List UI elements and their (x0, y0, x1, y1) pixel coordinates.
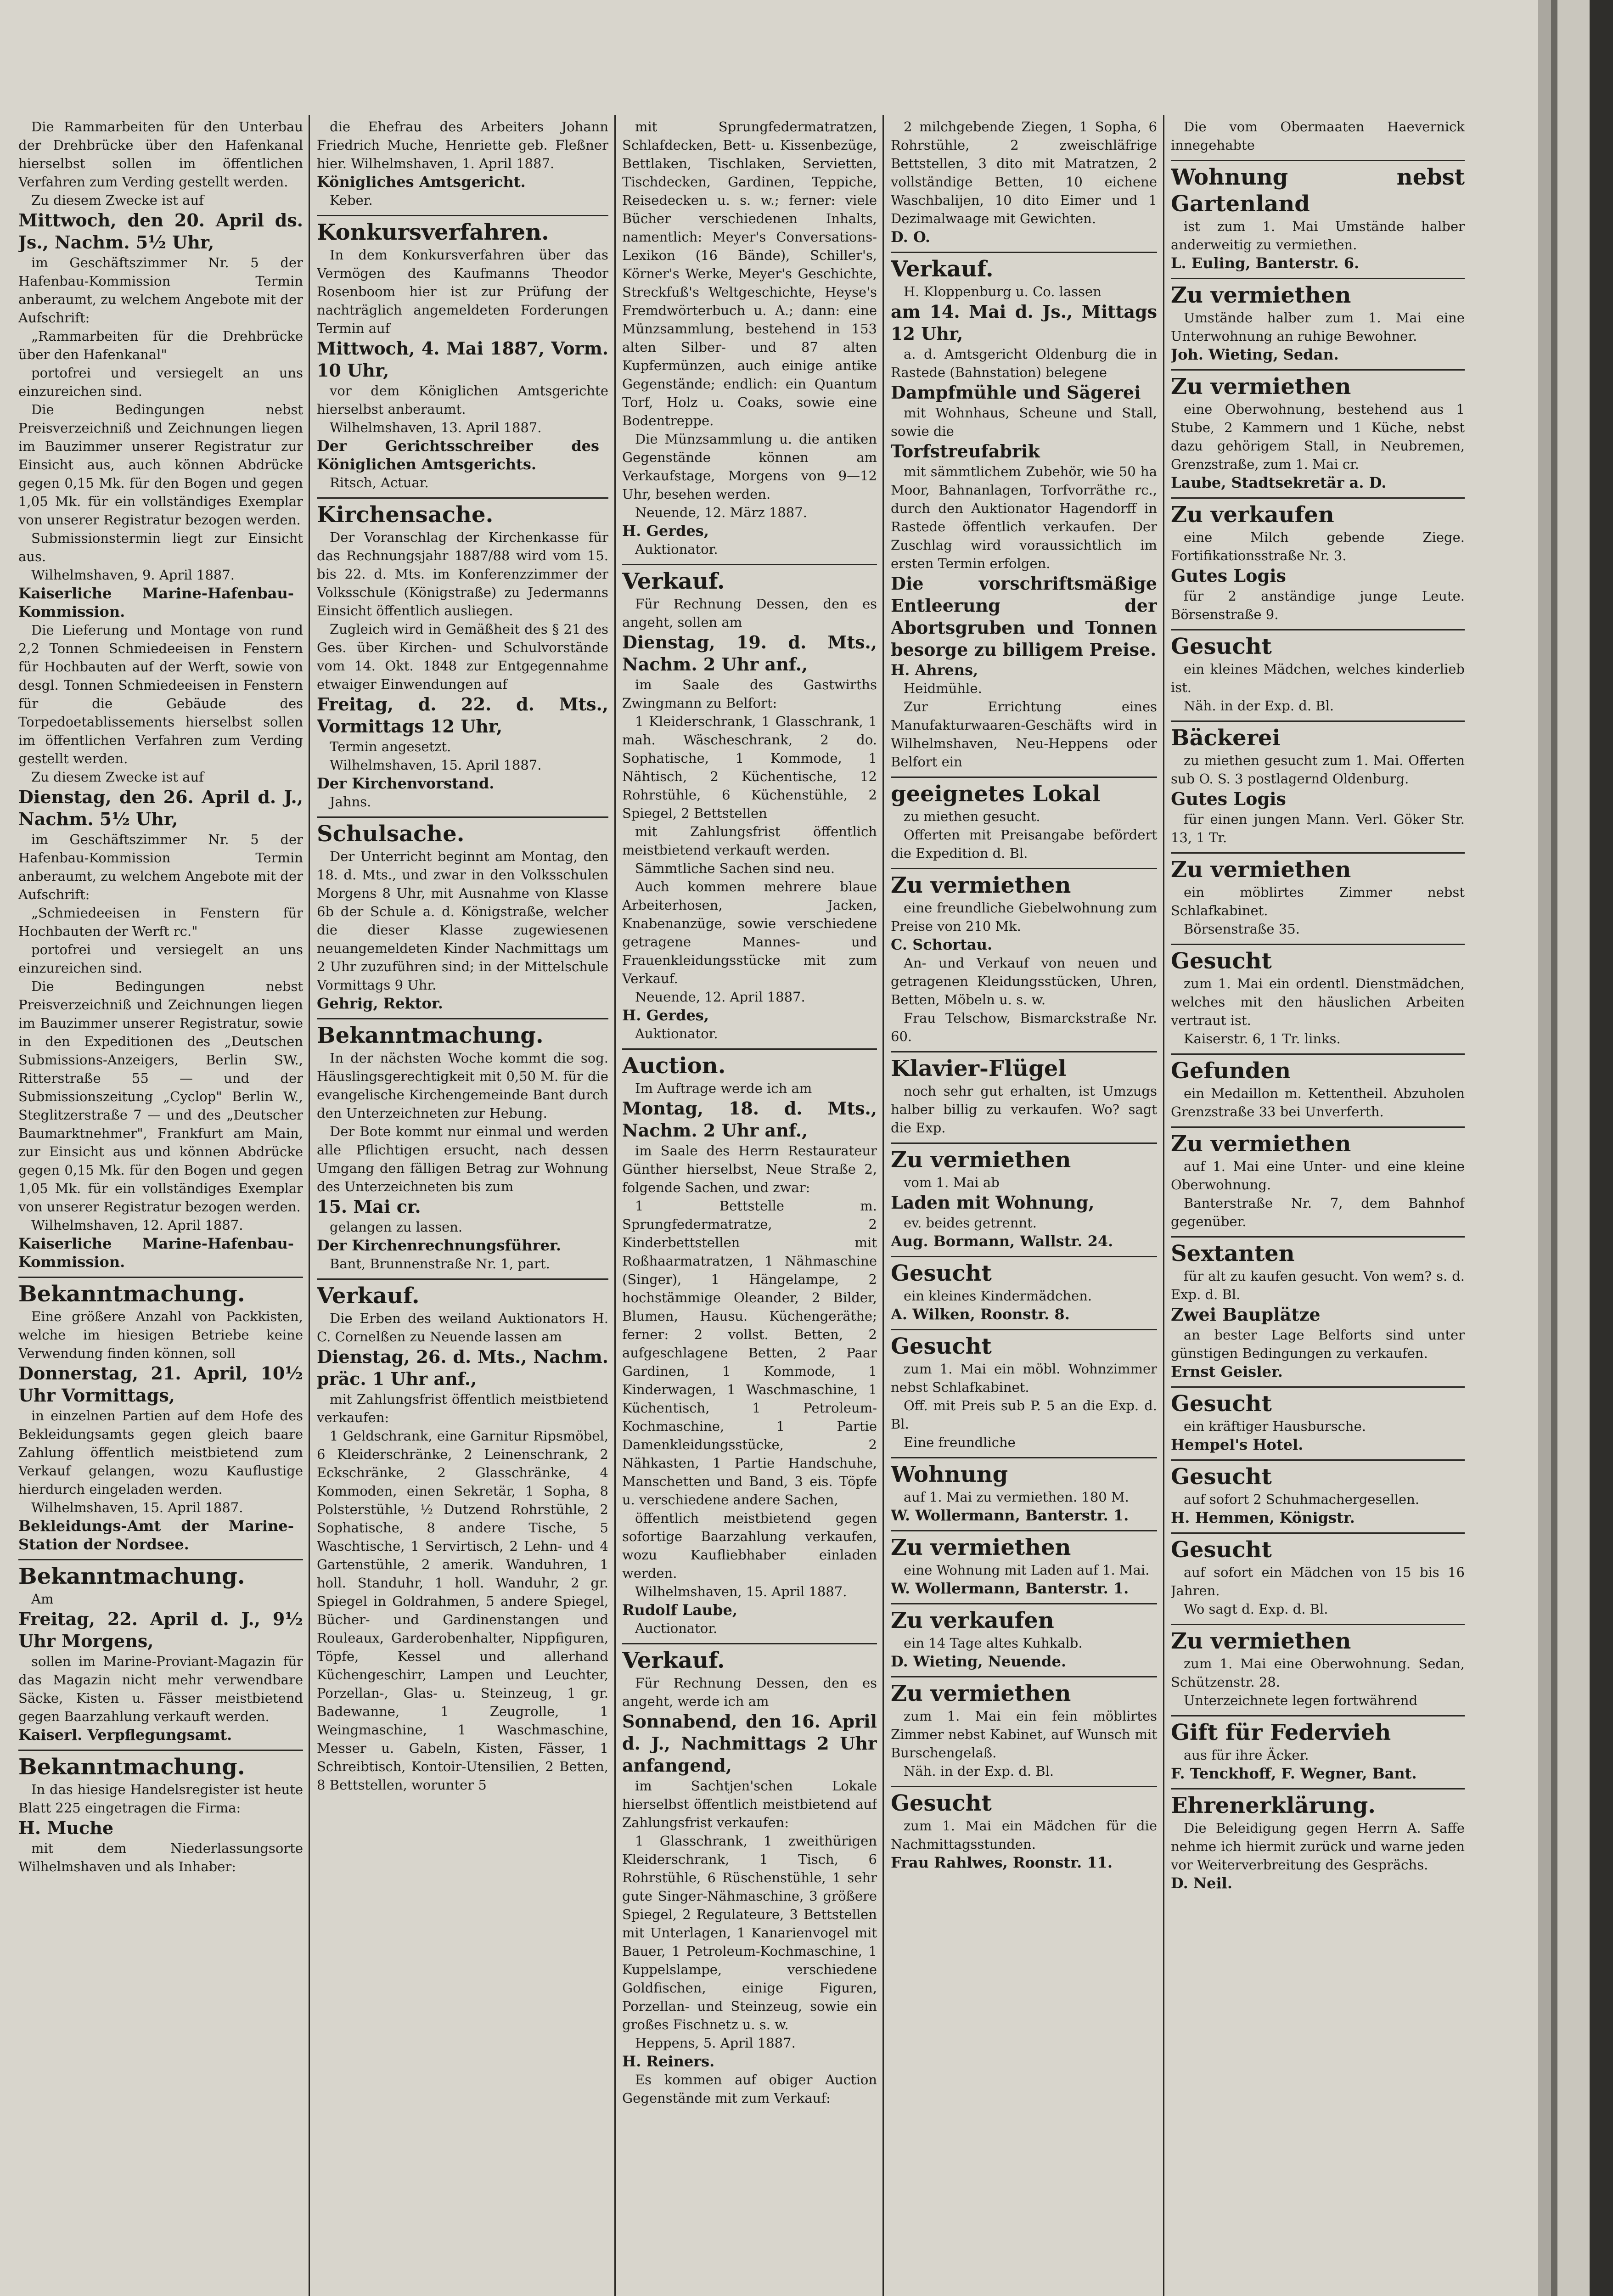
ad-signature: Ernst Geisler. (1171, 1363, 1283, 1380)
advertisement (1171, 499, 1465, 630)
ad-text: Unterzeichnete legen fortwährend (1184, 1693, 1418, 1708)
ad-title: Zu vermiethen (1171, 1628, 1351, 1654)
ad-text: auf 1. Mai zu vermiethen. 180 M. (904, 1489, 1129, 1505)
ad-text: Wilhelmshaven, 9. April 1887. (31, 567, 235, 583)
ad-text: „Schmiedeeisen in Fenstern für Hochbauten der Werft rc." (18, 905, 303, 939)
ad-headline: Laden mit Wohnung, (891, 1192, 1095, 1213)
ad-title: Verkauf. (622, 568, 725, 594)
advertisement (1171, 115, 1465, 161)
ad-text: zum 1. Mai ein Mädchen für die Nachmittagsstunden. (891, 1818, 1157, 1852)
ad-signature: H. Gerdes, (622, 1007, 709, 1024)
advertisement (622, 1050, 877, 1644)
ad-text: Frau Telschow, Bismarckstraße Nr. 60. (891, 1010, 1157, 1044)
ad-text: Börsenstraße 35. (1184, 921, 1300, 937)
advertisement (891, 1257, 1157, 1330)
ad-signature: W. Wollermann, Banterstr. 1. (891, 1507, 1129, 1524)
ad-text: auf 1. Mai eine Unter- und eine kleine Oberwohnung. (1171, 1159, 1465, 1193)
ad-text: zum 1. Mai ein möbl. Wohnzimmer nebst Schlafkabinet. (891, 1361, 1157, 1395)
advertisement (891, 1052, 1157, 1144)
column-4 (891, 115, 1157, 2296)
ad-headline: Dampfmühle und Sägerei (891, 382, 1141, 403)
ad-text: Off. mit Preis sub P. 5 an die Exp. d. Bl. (891, 1398, 1157, 1432)
ad-text: Auctionator. (635, 1621, 718, 1636)
ad-text: Auktionator. (635, 541, 718, 557)
ad-headline: Sonnabend, den 16. April d. J., Nachmittags 2 Uhr anfangend, (622, 1711, 877, 1776)
ad-signature: L. Euling, Banterstr. 6. (1171, 254, 1360, 272)
ad-text: eine Milch gebende Ziege. Fortifikationsstraße Nr. 3. (1171, 529, 1465, 563)
ad-text: Die Erben des weiland Auktionators H. C. Cornelßen zu Neuende lassen am (317, 1311, 608, 1345)
ad-text: Die Münzsammlung u. die antiken Gegenstände können am Verkaufstage, Morgens von 9—12 Uhr, besehen werden. (622, 431, 877, 502)
advertisement (891, 1531, 1157, 1604)
ad-text: Keber. (330, 192, 373, 208)
ad-text: 2 milchgebende Ziegen, 1 Sopha, 6 Rohrstühle, 2 zweischläfrige Bettstellen, 3 dito mit Matratzen, 2 vollständige Betten, 10 eichene Waschbalijen, 10 dito Eimer und 1 Dezimalwaage mit Gewichten. (891, 119, 1157, 226)
ad-title: Zu vermiethen (891, 1535, 1071, 1560)
ad-title: Bekanntmachung. (18, 1564, 245, 1589)
advertisement (317, 818, 608, 1019)
advertisement (1171, 1238, 1465, 1388)
advertisement (891, 1330, 1157, 1458)
ad-text: noch sehr gut erhalten, ist Umzugs halber billig zu verkaufen. Wo? sagt die Exp. (891, 1083, 1157, 1136)
ad-text: zum 1. Mai eine Oberwohnung. Sedan, Schützenstr. 28. (1171, 1656, 1465, 1690)
ad-title: Verkauf. (891, 256, 994, 282)
ad-text: Submissionstermin liegt zur Einsicht aus. (18, 530, 303, 564)
ad-text: Sämmtliche Sachen sind neu. (635, 861, 835, 876)
advertisement (1171, 371, 1465, 499)
ad-signature: Hempel's Hotel. (1171, 1436, 1304, 1453)
advertisement (622, 115, 877, 565)
ad-signature: Gehrig, Rektor. (317, 995, 443, 1012)
ad-title: Bekanntmachung. (18, 1754, 245, 1780)
ad-title: Gesucht (891, 1334, 992, 1359)
ad-text: Im Auftrage werde ich am (635, 1080, 812, 1096)
ad-text: aus für ihre Äcker. (1184, 1747, 1309, 1763)
ad-text: Offerten mit Preisangabe befördert die Expedition d. Bl. (891, 827, 1157, 861)
ad-signature: Der Gerichtsschreiber des Königlichen Amtsgerichts. (317, 437, 599, 473)
ad-text: Die Bedingungen nebst Preisverzeichniß und Zeichnungen liegen im Bauzimmer unserer Registratur, sowie in den Expeditionen des „Deutschen Submissions-Anzeigers, Berlin SW., Ritterstraße 55 — und der Submissionszeitung „Cyclop" Berlin W., Steglitzerstraße 7 — und des „Deutscher Baumarktnehmer", Frankfurt am Main, zur Einsicht aus und können Abdrücke gegen 0,15 Mk. für den Bogen und gegen 1,05 Mk. für ein vollständiges Exemplar von unserer Registratur bezogen werden. (18, 979, 303, 1215)
ad-title: Bekanntmachung. (18, 1281, 245, 1307)
advertisement (1171, 854, 1465, 945)
advertisement (891, 778, 1157, 869)
ad-signature: A. Wilken, Roonstr. 8. (891, 1306, 1070, 1323)
ad-headline: Die vorschriftsmäßige Entleerung der Abortsgruben und Tonnen besorge zu billigem Preise. (891, 573, 1157, 660)
ad-title: Zu verkaufen (1171, 502, 1334, 528)
ad-text: Zugleich wird in Gemäßheit des § 21 des Ges. über Kirchen- und Schulvorstände vom 14. Okt. 1848 zur Entgegennahme etwaiger Einwendungen auf (317, 621, 608, 692)
ad-text: Auch kommen mehrere blaue Arbeiterhosen, Jacken, Knabenanzüge, sowie verschiedene getragene Mannes- und Frauenkleidungsstücke mit zum Verkauf. (622, 879, 877, 986)
advertisement (1171, 630, 1465, 722)
advertisement (1171, 1790, 1465, 1898)
ad-text: zu miethen gesucht zum 1. Mai. Offerten sub O. S. 3 postlagernd Oldenburg. (1171, 753, 1465, 787)
advertisement (1171, 1534, 1465, 1625)
advertisement (891, 1604, 1157, 1677)
column-2 (317, 115, 608, 2296)
ad-text: Eine freundliche (904, 1435, 1016, 1450)
ad-text: mit Sprungfedermatratzen, Schlafdecken, Bett- u. Kissenbezüge, Bettlaken, Tischlaken, Servietten, Tischdecken, Gardinen, Teppiche, Reisedecken u. s. w.; ferner: viele Bücher verschiedenen Inhalts, namentlich: Meyer's Conversations-Lexikon (16 Bände), Schiller's, Körner's Werke, Meyer's Geschichte, Streckfuß's Weltgeschichte, Heyse's Fremdwörterbuch u. A.; dann: eine Münzsammlung, bestehend in 153 alten Silber- und 87 alten Kupfermünzen, auch einige antike Gegenstände; endlich: ein Quantum Torf, Holz u. Coaks, sowie eine Bodentreppe. (622, 119, 877, 428)
ad-signature: Königliches Amtsgericht. (317, 173, 526, 191)
ad-text: Die vom Obermaaten Haevernick innegehabte (1171, 119, 1465, 153)
ad-text: Die Rammarbeiten für den Unterbau der Drehbrücke über den Hafenkanal hierselbst sollen im öffentlichen Verfahren zum Verding gestellt werden. (18, 119, 303, 190)
ad-text: Eine größere Anzahl von Packkisten, welche im hiesigen Betriebe keine Verwendung finden können, soll (18, 1309, 303, 1361)
ad-text: Der Bote kommt nur einmal und werden alle Pflichtigen ersucht, nach dessen Umgang den fälligen Betrag zur Wohnung des Unterzeichneten bis zum (317, 1124, 608, 1194)
advertisement (891, 253, 1157, 778)
ad-text: H. Kloppenburg u. Co. lassen (904, 284, 1102, 299)
ad-text: 1 Glasschrank, 1 zweithürigen Kleiderschrank, 1 Tisch, 6 Rohrstühle, 6 Rüschenstühle, 1 sehr gute Singer-Nähmaschine, 3 größere Spiegel, 2 Regulateure, 3 Bettstellen mit Unterlagen, 1 Kanarienvogel mit Bauer, 1 Petroleum-Kochmaschine, 1 Kuppelslampe, verschiedene Goldfischen, einige Figuren, Porzellan- und Steinzeug, sowie ein großes Fischnetz u. s. w. (622, 1833, 877, 2032)
ad-text: Wilhelmshaven, 15. April 1887. (635, 1584, 847, 1599)
column-3 (622, 115, 877, 2296)
advertisement (622, 1644, 877, 2113)
ad-text: mit Zahlungsfrist öffentlich meistbietend verkauft werden. (622, 824, 877, 858)
ad-headline: Dienstag, 19. d. Mts., Nachm. 2 Uhr anf., (622, 632, 877, 675)
ad-text: im Saale des Gastwirths Zwingmann zu Belfort: (622, 677, 877, 711)
advertisement (18, 1278, 303, 1560)
ad-signature: F. Tenckhoff, F. Wegner, Bant. (1171, 1765, 1417, 1782)
ad-text: ein Medaillon m. Kettentheil. Abzuholen Grenzstraße 33 bei Unverferth. (1171, 1086, 1465, 1120)
ad-signature: Kaiserliche Marine-Hafenbau-Kommission. (18, 585, 294, 620)
advertisement (622, 565, 877, 1050)
ad-headline: H. Muche (18, 1818, 113, 1838)
ad-text: ist zum 1. Mai Umstände halber anderweitig zu vermiethen. (1171, 219, 1465, 253)
ad-text: „Rammarbeiten für die Drehbrücke über den Hafenkanal" (18, 328, 303, 362)
ad-text: Neuende, 12. März 1887. (635, 505, 807, 520)
ad-title: Sextanten (1171, 1241, 1295, 1266)
ad-text: mit dem Niederlassungsorte Wilhelmshaven und als Inhaber: (18, 1840, 303, 1874)
ad-headline: Donnerstag, 21. April, 10½ Uhr Vormittags, (18, 1363, 303, 1406)
ad-text: ein möblirtes Zimmer nebst Schlafkabinet. (1171, 884, 1465, 918)
advertisement (1171, 1625, 1465, 1716)
advertisement (1171, 161, 1465, 279)
ad-title: Zu verkaufen (891, 1608, 1054, 1633)
ad-text: für alt zu kaufen gesucht. Von wem? s. d. Exp. d. Bl. (1171, 1268, 1465, 1302)
ad-text: In der nächsten Woche kommt die sog. Häuslingsgerechtigkeit mit 0,50 M. für die evangelische Kirchengemeinde Bant durch den Unterzeichneten zur Hebung. (317, 1050, 608, 1121)
ad-headline: Torfstreufabrik (891, 441, 1040, 461)
ad-text: zu miethen gesucht. (904, 809, 1040, 824)
advertisement (1171, 1055, 1465, 1128)
ad-text: öffentlich meistbietend gegen sofortige Baarzahlung verkaufen, wozu Kaufliebhaber einladen werden. (622, 1510, 877, 1581)
ad-text: Ritsch, Actuar. (330, 475, 429, 490)
ad-title: Gesucht (1171, 634, 1272, 659)
ad-text: In dem Konkursverfahren über das Vermögen des Kaufmanns Theodor Rosenboom hier ist zur Prüfung der nachträglich angemeldeten Forderungen Termin auf (317, 247, 608, 336)
ad-text: Wo sagt d. Exp. d. Bl. (1184, 1601, 1328, 1617)
ad-signature: H. Reiners. (622, 2053, 715, 2070)
column-rule (882, 115, 884, 2296)
ad-text: Zu diesem Zwecke ist auf (31, 769, 204, 785)
ad-signature: Kaiserl. Verpflegungsamt. (18, 1726, 232, 1744)
scan-background (1590, 0, 1613, 2296)
advertisement (317, 115, 608, 216)
ad-title: Konkursverfahren. (317, 219, 549, 245)
advertisement (891, 1144, 1157, 1257)
advertisement (317, 1019, 608, 1280)
ad-signature: Der Kirchenrechnungsführer. (317, 1237, 562, 1254)
advertisement (1171, 945, 1465, 1055)
ad-title: Schulsache. (317, 821, 465, 847)
ad-title: Gesucht (1171, 1464, 1272, 1490)
advertisement (1171, 1128, 1465, 1238)
column-1 (18, 115, 303, 2296)
ad-signature: H. Gerdes, (622, 522, 709, 540)
ad-text: Jahns. (330, 794, 371, 810)
ad-title: Zu vermiethen (1171, 1131, 1351, 1157)
ad-text: 1 Kleiderschrank, 1 Glasschrank, 1 mah. Wäscheschrank, 2 do. Sophatische, 1 Kommode, 1 Nähtisch, 2 Küchentische, 12 Rohrstühle, 6 Küchenstühle, 2 Spiegel, 2 Bettstellen (622, 714, 877, 821)
ad-signature: D. Wieting, Neuende. (891, 1653, 1067, 1670)
ad-headline: Montag, 18. d. Mts., Nachm. 2 Uhr anf., (622, 1098, 877, 1141)
ad-headline: Mittwoch, 4. Mai 1887, Vorm. 10 Uhr, (317, 338, 608, 381)
ad-text: Bant, Brunnenstraße Nr. 1, part. (330, 1256, 550, 1272)
ad-title: Zu vermiethen (891, 1681, 1071, 1706)
ad-signature: W. Wollermann, Banterstr. 1. (891, 1580, 1129, 1597)
ad-text: Wilhelmshaven, 15. April 1887. (330, 757, 542, 773)
ad-text: ev. beides getrennt. (904, 1215, 1037, 1231)
ad-text: zum 1. Mai ein ordentl. Dienstmädchen, welches mit den häuslichen Arbeiten vertraut ist. (1171, 976, 1465, 1028)
advertisement (317, 1280, 608, 1800)
advertisement (1171, 722, 1465, 854)
ad-text: Auktionator. (635, 1026, 718, 1041)
ad-text: die Ehefrau des Arbeiters Johann Friedrich Muche, Henriette geb. Fleßner hier. Wilhelmshaven, 1. April 1887. (317, 119, 608, 171)
ad-title: Bäckerei (1171, 725, 1281, 751)
ad-title: Gesucht (1171, 948, 1272, 974)
ad-headline: Dienstag, 26. d. Mts., Nachm. präc. 1 Uhr anf., (317, 1346, 608, 1389)
column-rule (1163, 115, 1164, 2296)
ad-text: Heidmühle. (904, 681, 982, 696)
ad-text: mit sämmtlichem Zubehör, wie 50 ha Moor, Bahnanlagen, Torfvorräthe rc., durch den Auktionator Hagendorff in Rastede öffentlich verkaufen. Der Zuschlag wird voraussichtlich im ersten Termin erfolgen. (891, 464, 1157, 571)
ad-signature: C. Schortau. (891, 936, 993, 953)
ad-title: Verkauf. (317, 1283, 420, 1309)
ad-text: auf sofort ein Mädchen von 15 bis 16 Jahren. (1171, 1564, 1465, 1598)
ad-text: an bester Lage Belforts sind unter günstigen Bedingungen zu verkaufen. (1171, 1327, 1465, 1361)
ad-text: Am (31, 1591, 54, 1607)
ad-text: im Saale des Herrn Restaurateur Günther hierselbst, Neue Straße 2, folgende Sachen, und zwar: (622, 1143, 877, 1195)
ad-title: Klavier-Flügel (891, 1056, 1067, 1081)
ad-text: im Geschäftszimmer Nr. 5 der Hafenbau-Kommission Termin anberaumt, zu welchem Angebote mit der Aufschrift: (18, 832, 303, 902)
column-rule (614, 115, 616, 2296)
ad-text: für 2 anständige junge Leute. Börsenstraße 9. (1171, 588, 1465, 622)
ad-text: Heppens, 5. April 1887. (635, 2035, 796, 2051)
ad-text: Zur Errichtung eines Manufakturwaaren-Geschäfts wird in Wilhelmshaven, Neu-Heppens oder Belfort ein (891, 699, 1157, 770)
advertisement (18, 1560, 303, 1751)
ad-text: Für Rechnung Dessen, den es angeht, sollen am (622, 596, 877, 630)
ad-title: Bekanntmachung. (317, 1023, 544, 1048)
advertisement (891, 1677, 1157, 1787)
ad-signature: Rudolf Laube, (622, 1601, 738, 1619)
ad-title: Gift für Federvieh (1171, 1720, 1391, 1745)
ad-title: Wohnung nebst Gartenland (1171, 164, 1465, 217)
ad-signature: Joh. Wieting, Sedan. (1171, 346, 1339, 363)
ad-text: Es kommen auf obiger Auction Gegenstände mit zum Verkauf: (622, 2072, 877, 2106)
advertisement (1171, 1461, 1465, 1534)
ad-text: im Sachtjen'schen Lokale hierselbst öffentlich meistbietend auf Zahlungsfrist verkaufen: (622, 1778, 877, 1830)
ad-title: Auction. (622, 1053, 726, 1079)
ad-text: gelangen zu lassen. (330, 1219, 463, 1235)
ad-title: Zu vermiethen (1171, 857, 1351, 883)
ad-headline: am 14. Mai d. Js., Mittags 12 Uhr, (891, 301, 1157, 344)
ad-text: vor dem Königlichen Amtsgerichte hierselbst anberaumt. (317, 383, 608, 417)
ad-text: für einen jungen Mann. Verl. Göker Str. 13, 1 Tr. (1171, 811, 1465, 845)
ad-text: Der Unterricht beginnt am Montag, den 18. d. Mts., und zwar in den Volksschulen Morgens 8 Uhr, mit Ausnahme von Klasse 6b der Schule a. d. Königstraße, welcher die dieser Klasse zugewiesenen neuangemeldeten Kinder Nachmittags um 2 Uhr zuzuführen sind; in der Mittelschule Vormittags 9 Uhr. (317, 849, 608, 993)
ad-signature: D. Neil. (1171, 1874, 1232, 1892)
ad-signature: Kaiserliche Marine-Hafenbau-Kommission. (18, 1235, 294, 1271)
advertisement (891, 869, 1157, 1052)
ad-text: zum 1. Mai ein fein möblirtes Zimmer nebst Kabinet, auf Wunsch mit Burschengelaß. (891, 1708, 1157, 1761)
ad-text: Neuende, 12. April 1887. (635, 989, 805, 1005)
ad-text: eine freundliche Giebelwohnung zum Preise von 210 Mk. (891, 900, 1157, 934)
ad-signature: H. Hemmen, Königstr. (1171, 1509, 1355, 1526)
advertisement (1171, 1716, 1465, 1790)
advertisement (891, 1787, 1157, 1877)
ad-title: Ehrenerklärung. (1171, 1793, 1376, 1818)
ad-text: im Geschäftszimmer Nr. 5 der Hafenbau-Kommission Termin anberaumt, zu welchem Angebote mit der Aufschrift: (18, 255, 303, 326)
ad-text: Näh. in der Exp. d. Bl. (1184, 698, 1334, 714)
ad-title: Gefunden (1171, 1058, 1291, 1084)
ad-headline: Dienstag, den 26. April d. J., Nachm. 5½ Uhr, (18, 787, 303, 829)
ad-text: portofrei und versiegelt an uns einzureichen sind. (18, 365, 303, 399)
ad-text: Für Rechnung Dessen, den es angeht, werde ich am (622, 1675, 877, 1709)
ad-text: Wilhelmshaven, 12. April 1887. (31, 1217, 243, 1233)
ad-text: Banterstraße Nr. 7, dem Bahnhof gegenüber. (1171, 1195, 1465, 1229)
ad-headline: Gutes Logis (1171, 565, 1286, 586)
ad-title: Wohnung (891, 1462, 1008, 1487)
ad-text: ein 14 Tage altes Kuhkalb. (904, 1635, 1083, 1651)
ad-text: Die Beleidigung gegen Herrn A. Saffe nehme ich hiermit zurück und warne jeden vor Weiterverbreitung des Gesprächs. (1171, 1820, 1465, 1873)
ad-signature: Aug. Bormann, Wallstr. 24. (891, 1232, 1113, 1250)
advertisement (317, 216, 608, 499)
ad-headline: 15. Mai cr. (317, 1196, 421, 1217)
ad-text: in einzelnen Partien auf dem Hofe des Bekleidungsamts gegen gleich baare Zahlung öffentlich meistbietend zum Verkauf gelangen, wozu Kauflustige hierdurch eingeladen werden. (18, 1408, 303, 1497)
ad-headline: Freitag, 22. April d. J., 9½ Uhr Morgens, (18, 1609, 303, 1651)
ad-text: Wilhelmshaven, 15. April 1887. (31, 1500, 243, 1515)
ad-text: mit Zahlungsfrist öffentlich meistbietend verkaufen: (317, 1391, 608, 1425)
ad-text: Zu diesem Zwecke ist auf (31, 192, 204, 208)
page-edge (1551, 0, 1557, 2296)
advertisement (18, 1751, 303, 1881)
ad-text: 1 Geldschrank, eine Garnitur Ripsmöbel, 6 Kleiderschränke, 2 Leinenschrank, 2 Eckschränke, 2 Glasschränke, 4 Kommoden, einen Sekretär, 1 Sopha, 8 Polsterstühle, ½ Dutzend Rohrstühle, 2 Sophatische, 8 andere Tische, 5 Waschtische, 1 Servirtisch, 2 Lehn- und 4 Gartenstühle, 2 amerik. Wanduhren, 1 holl. Standuhr, 1 holl. Wanduhr, 2 gr. Spiegel in Goldrahmen, 5 andere Spiegel, Bücher- und Gardinenstangen und Rouleaux, Garderobenhalter, Nippfiguren, Töpfe, Kessel und allerhand Küchengeschirr, Lampen und Leuchter, Porzellan-, Glas- u. Steinzeug, 1 gr. Badewanne, 1 Zeugrolle, 1 Weingmaschine, 1 Waschmaschine, Messer u. Gabeln, Kisten, Fässer, 1 Schreibtisch, Kontoir-Utensilien, 2 Betten, 8 Bettstellen, worunter 5 (317, 1428, 608, 1793)
ad-headline: Freitag, d. 22. d. Mts., Vormittags 12 Uhr, (317, 694, 608, 737)
ad-text: ein kleines Mädchen, welches kinderlieb ist. (1171, 661, 1465, 695)
ad-text: Die Lieferung und Montage von rund 2,2 Tonnen Schmiedeeisen in Fenstern für Hochbauten auf der Werft, sowie von desgl. Tonnen Schmiedeeisen in Fenstern für die Gebäude des Torpedoetablissements hierselbst sollen im öffentlichen Verfahren zum Verding gestellt werden. (18, 622, 303, 766)
ad-text: An- und Verkauf von neuen und getragenen Kleidungsstücken, Uhren, Betten, Möbeln u. s. w. (891, 955, 1157, 1007)
ad-title: Gesucht (891, 1790, 992, 1816)
ad-headline: Zwei Bauplätze (1171, 1304, 1321, 1325)
ad-text: portofrei und versiegelt an uns einzureichen sind. (18, 942, 303, 976)
ad-title: Gesucht (891, 1261, 992, 1286)
ad-signature: Laube, Stadtsekretär a. D. (1171, 474, 1387, 491)
ad-text: Wilhelmshaven, 13. April 1887. (330, 420, 542, 435)
ad-text: Näh. in der Exp. d. Bl. (904, 1763, 1054, 1779)
ad-text: Die Bedingungen nebst Preisverzeichniß und Zeichnungen liegen im Bauzimmer unserer Registratur zur Einsicht aus, auch können Abdrücke gegen 0,15 Mk. für den Bogen und gegen 1,05 Mk. für ein vollständiges Exemplar von unserer Registratur bezogen werden. (18, 402, 303, 528)
ad-text: Termin angesetzt. (330, 739, 451, 754)
ad-signature: H. Ahrens, (891, 661, 978, 679)
ad-text: ein kleines Kindermädchen. (904, 1288, 1092, 1304)
ad-text: a. d. Amtsgericht Oldenburg die in Rastede (Bahnstation) belegene (891, 346, 1157, 380)
ad-text: mit Wohnhaus, Scheune und Stall, sowie die (891, 405, 1157, 439)
ad-text: vom 1. Mai ab (904, 1175, 1000, 1190)
ad-title: Zu vermiethen (891, 1147, 1071, 1173)
ad-text: ein kräftiger Hausbursche. (1184, 1418, 1366, 1434)
ad-headline: Mittwoch, den 20. April ds. Js., Nachm. 5½ Uhr, (18, 210, 303, 253)
ad-signature: Bekleidungs-Amt der Marine-Station der Nordsee. (18, 1517, 294, 1553)
ad-headline: Gutes Logis (1171, 788, 1286, 809)
ad-text: In das hiesige Handelsregister ist heute Blatt 225 eingetragen die Firma: (18, 1782, 303, 1816)
ad-text: eine Oberwohnung, bestehend aus 1 Stube, 2 Kammern und 1 Küche, nebst dazu gehörigem Stall, in Neubremen, Grenzstraße, zum 1. Mai cr. (1171, 401, 1465, 472)
column-5 (1171, 115, 1465, 2296)
ad-title: Zu vermiethen (1171, 374, 1351, 400)
ad-title: Kirchensache. (317, 502, 494, 528)
ad-title: geeignetes Lokal (891, 781, 1101, 807)
ad-signature: Frau Rahlwes, Roonstr. 11. (891, 1854, 1113, 1871)
advertisement (891, 115, 1157, 253)
ad-text: auf sofort 2 Schuhmachergesellen. (1184, 1491, 1420, 1507)
advertisement (1171, 1388, 1465, 1461)
ad-text: Umstände halber zum 1. Mai eine Unterwohnung an ruhige Bewohner. (1171, 310, 1465, 344)
advertisement (18, 115, 303, 1278)
ad-text: Kaiserstr. 6, 1 Tr. links. (1184, 1031, 1341, 1047)
ad-title: Gesucht (1171, 1391, 1272, 1417)
page-edge (1557, 0, 1590, 2296)
ad-text: eine Wohnung mit Laden auf 1. Mai. (904, 1562, 1150, 1578)
advertisement (1171, 279, 1465, 371)
ad-text: Der Voranschlag der Kirchenkasse für das Rechnungsjahr 1887/88 wird vom 15. bis 22. d. Mts. im Konferenzzimmer der Volksschule (Königstraße) zu Jedermanns Einsicht öffentlich ausliegen. (317, 529, 608, 619)
ad-title: Zu vermiethen (891, 872, 1071, 898)
column-rule (309, 115, 310, 2296)
page-edge (1538, 0, 1551, 2296)
ad-title: Verkauf. (622, 1648, 725, 1673)
ad-signature: Der Kirchenvorstand. (317, 775, 495, 792)
ad-text: 1 Bettstelle m. Sprungfedermatratze, 2 Kinderbettstellen mit Roßhaarmatratzen, 1 Nähmaschine (Singer), 1 Hängelampe, 2 hochstämmige Oleander, 2 Bilder, Blumen, Hausu. Küchengeräthe; ferner: 2 vollst. Betten, 2 aufgeschlagene Betten, 2 Paar Gardinen, 1 Kommode, 1 Kinderwagen, 1 Waschmaschine, 1 Küchentisch, 1 Petroleum-Kochmaschine, 1 Partie Damenkleidungsstücke, 2 Nähkasten, 1 Partie Handschuhe, Manschetten und Band, 3 eis. Töpfe u. verschiedene andere Sachen, (622, 1198, 877, 1508)
advertisement (891, 1458, 1157, 1531)
ad-title: Zu vermiethen (1171, 282, 1351, 308)
ad-title: Gesucht (1171, 1537, 1272, 1563)
ad-signature: D. O. (891, 228, 931, 246)
advertisement (317, 499, 608, 818)
ad-text: sollen im Marine-Proviant-Magazin für das Magazin nicht mehr verwendbare Säcke, Kisten u. Fässer meistbietend gegen Baarzahlung verkauft werden. (18, 1654, 303, 1724)
